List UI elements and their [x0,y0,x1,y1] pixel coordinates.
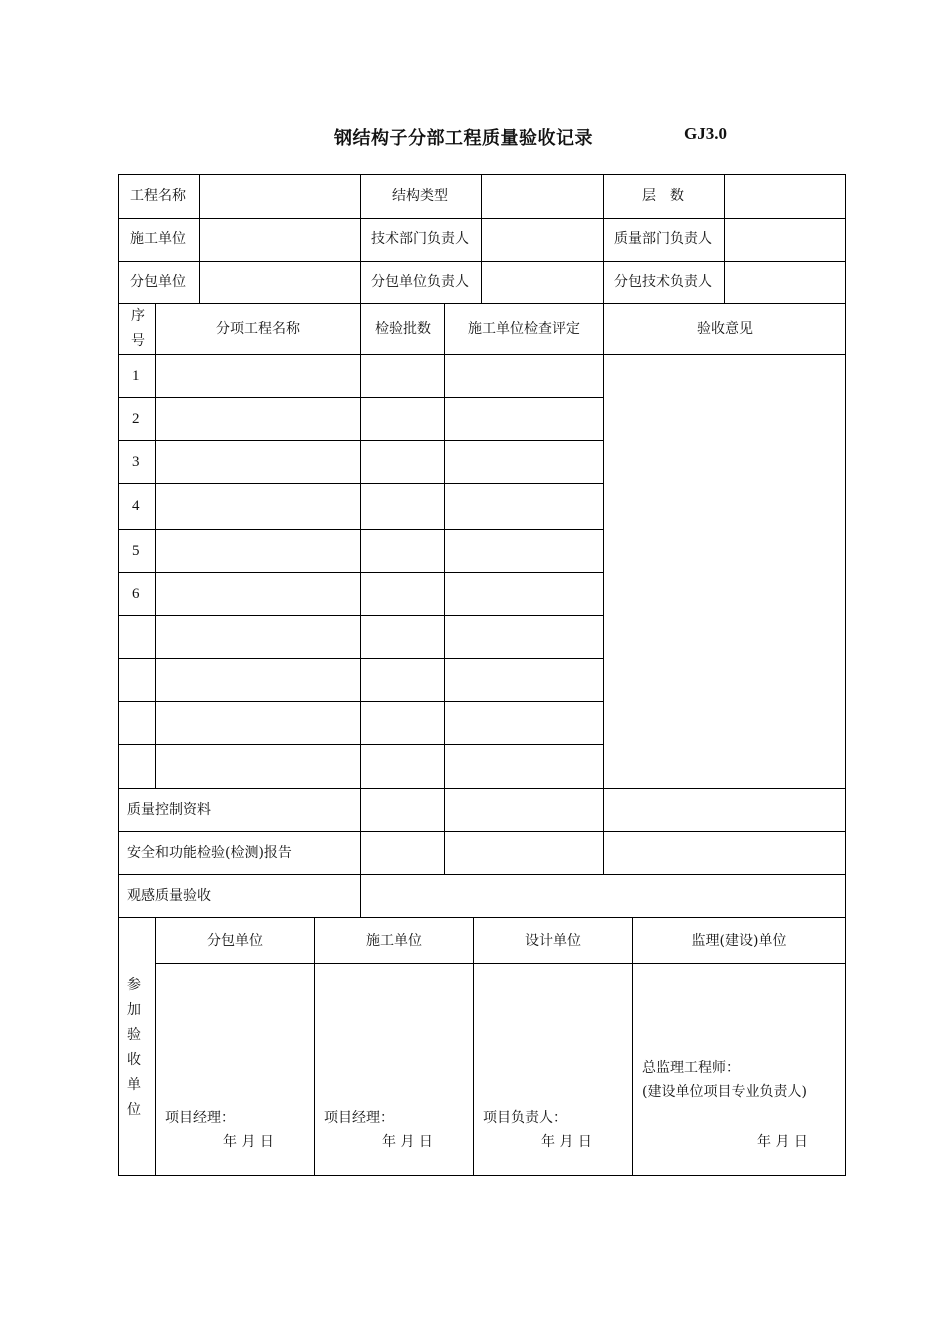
col-seq-line2: 号 [131,333,145,349]
col-seq-line1: 序 [131,308,145,324]
label-structure-type: 结构类型 [392,188,448,204]
participants-side-label: 参 加 验 收 单 位 [127,977,141,1118]
col-contractor-eval: 施工单位检查评定 [468,321,580,337]
row-number: 2 [132,411,140,427]
date-subcontractor: 年 月 日 [223,1134,274,1150]
label-safety-function-report: 安全和功能检验(检测)报告 [127,845,292,861]
label-subcontractor: 分包单位 [130,274,186,290]
form-code: GJ3.0 [684,124,727,143]
col-item-name: 分项工程名称 [216,321,300,337]
unit-contractor: 施工单位 [366,933,422,949]
supervisor-note: (建设单位项目专业负责人) [642,1084,807,1100]
unit-subcontractor: 分包单位 [207,933,263,949]
label-contractor: 施工单位 [130,231,186,247]
date-contractor: 年 月 日 [382,1134,433,1150]
label-floor-count: 层 数 [642,188,684,204]
label-quality-dept-head: 质量部门负责人 [614,231,712,247]
sign-label-designer: 项目负责人： [483,1110,567,1126]
row-number: 5 [132,543,140,559]
col-acceptance-opinion: 验收意见 [697,321,753,337]
label-subcontractor-head: 分包单位负责人 [371,274,469,290]
row-number: 6 [132,586,140,602]
row-number: 4 [132,498,140,514]
unit-designer: 设计单位 [525,933,581,949]
unit-supervisor: 监理(建设)单位 [691,933,787,949]
label-tech-dept-head: 技术部门负责人 [371,231,469,247]
document-title: 钢结构子分部工程质量验收记录 [334,128,593,149]
label-project-name: 工程名称 [130,188,186,204]
row-number: 1 [132,368,140,384]
date-supervisor: 年 月 日 [757,1134,808,1150]
label-subcontractor-tech-head: 分包技术负责人 [614,274,712,290]
sign-label-contractor: 项目经理： [324,1110,394,1126]
sign-label-subcontractor: 项目经理： [165,1110,235,1126]
label-quality-control-docs: 质量控制资料 [127,802,211,818]
row-number: 3 [132,454,140,470]
sign-label-chief-supervisor: 总监理工程师： [642,1060,740,1076]
col-batch-count: 检验批数 [375,321,431,337]
date-designer: 年 月 日 [541,1134,592,1150]
label-appearance-quality: 观感质量验收 [127,888,211,904]
